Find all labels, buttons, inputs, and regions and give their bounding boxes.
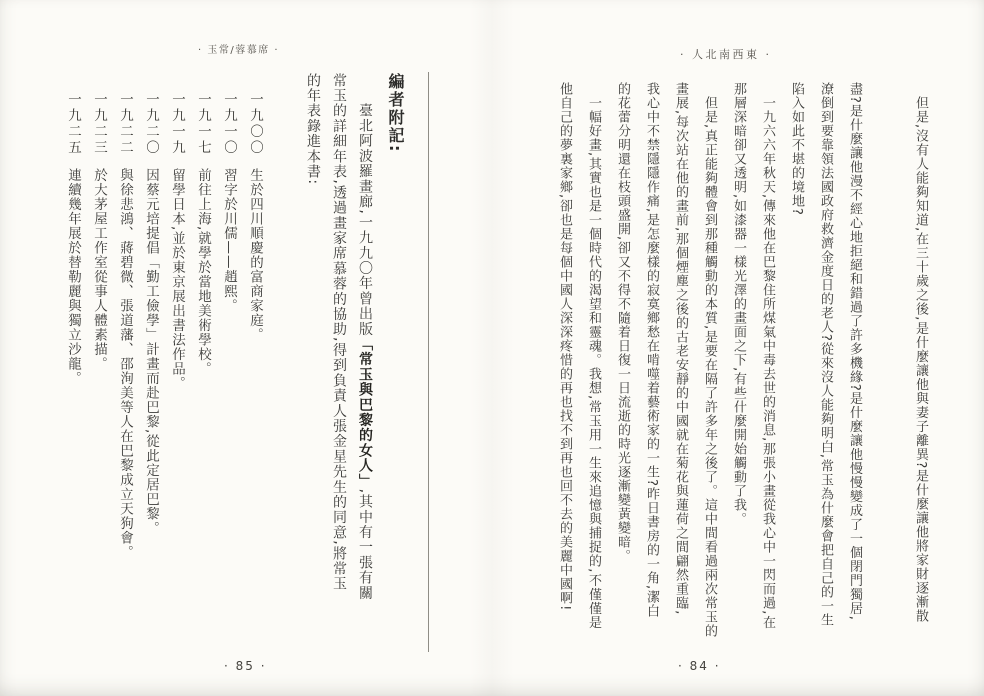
chronology-table <box>60 92 268 667</box>
timeline-year: 一九〇〇 <box>247 92 263 156</box>
section-divider-rule <box>428 72 429 652</box>
timeline-desc: 生於四川順慶的富商家庭。 <box>247 168 263 342</box>
text-column: 一幅好畫,其實也是一個時代的渴望和靈魂。我想,常玉用一生來追憶與捕捉的,不僅僅是 <box>586 96 601 630</box>
timeline-desc: 前往上海,就學於當地美術學校。 <box>195 168 211 377</box>
intro-text: 臺北阿波羅畫廊,一九九〇年曾出版 <box>357 103 373 337</box>
timeline-desc: 因蔡元培提倡「勤工儉學」計畫而赴巴黎,從此定居巴黎。 <box>143 168 159 536</box>
timeline-year: 一九二三 <box>91 92 107 156</box>
timeline-entry <box>138 92 164 667</box>
section-title: 編者附記: <box>386 73 405 154</box>
intro-text: ,其中有一張有關 <box>357 488 373 601</box>
timeline-desc: 習字於川儒——趙熙。 <box>221 168 237 313</box>
timeline-entry <box>242 92 268 667</box>
timeline-desc: 於大茅屋工作室從事人體素描。 <box>91 168 107 371</box>
book-title-reference: 「常玉與巴黎的女人」 <box>357 336 373 489</box>
timeline-year: 一九一〇 <box>221 92 237 156</box>
text-column: 那層深暗卻又透明,如漆器一樣光澤的畫面之下,有些什麼開始觸動了我。 <box>731 82 746 527</box>
timeline-desc: 留學日本,並於東京展出書法作品。 <box>169 168 185 391</box>
page-number-right: · 84 · <box>678 659 721 673</box>
text-column: 畫展,每次站在他的畫前,那個煙塵之後的古老安靜的中國就在菊花與蓮荷之間翩然重臨, <box>673 82 688 616</box>
text-column: 但是,真正能夠體會到那種觸動的本質,是要在隔了許多年之後了。這中間看過兩次常玉的 <box>702 96 717 639</box>
timeline-year: 一九二〇 <box>143 92 159 156</box>
running-head-left: · 玉常/蓉慕席 · <box>198 45 280 56</box>
text-column: 他自己的夢裏家鄉,卻也是每個中國人深深疼惜的再也找不到再也回不去的美麗中國啊! <box>557 82 572 612</box>
timeline-entry <box>86 92 112 667</box>
text-column: 的花蕾分明還在枝頭盛開,卻又不得不隨着日復一日流逝的時光逐漸變黃變暗。 <box>615 82 630 564</box>
text-column: 我心中不禁隱隱作痛,是怎麼樣的寂寞鄉愁在啃噬着藝術家的一生?昨日書房的一角,潔白 <box>644 82 659 619</box>
timeline-entry <box>190 92 216 667</box>
right-page-body <box>550 82 935 670</box>
text-column: 盡?是什麼讓他漫不經心地拒絕和錯過了許多機緣?是什麼讓他慢慢變成了一個閉門獨居, <box>847 82 862 621</box>
text-column: 一九六六年秋天,傳來他在巴黎住所煤氣中毒去世的消息,那張小畫從我心中一閃而過,在 <box>760 96 775 630</box>
text-column: 陷入如此不堪的境地? <box>789 82 804 216</box>
text-column: 但是,沒有人能夠知道,在三十歲之後,是什麼讓他與妻子離異?是什麼讓他將家財逐漸散 <box>913 96 928 624</box>
text-column: 的年表錄進本書: <box>305 73 321 186</box>
timeline-year: 一九一九 <box>169 92 185 156</box>
page-number-left: · 85 · <box>224 659 267 673</box>
timeline-year: 一九二二 <box>117 92 133 156</box>
timeline-entry <box>60 92 86 667</box>
text-column: 常玉的詳細年表,透過畫家席慕蓉的協助,得到負責人張金星先生的同意,將常玉 <box>331 73 347 592</box>
page-gutter-shading <box>470 0 514 696</box>
running-head-right: · 人北南西東 · <box>680 48 772 61</box>
timeline-desc: 與徐悲鴻、蔣碧微、張道藩、邵洵美等人在巴黎成立天狗會。 <box>117 168 133 560</box>
timeline-desc: 連續幾年展於替勒麗與獨立沙龍。 <box>65 168 81 386</box>
text-column <box>352 73 378 661</box>
timeline-year: 一九一七 <box>195 92 211 156</box>
timeline-entry <box>216 92 242 667</box>
text-column: 潦倒到要靠領法國政府救濟金度日的老人?從來沒人能夠明白,常玉為什麼會把自己的一生 <box>818 82 833 628</box>
timeline-entry <box>112 92 138 667</box>
timeline-entry <box>164 92 190 667</box>
editor-note-intro <box>300 73 412 661</box>
timeline-year: 一九二五 <box>65 92 81 156</box>
